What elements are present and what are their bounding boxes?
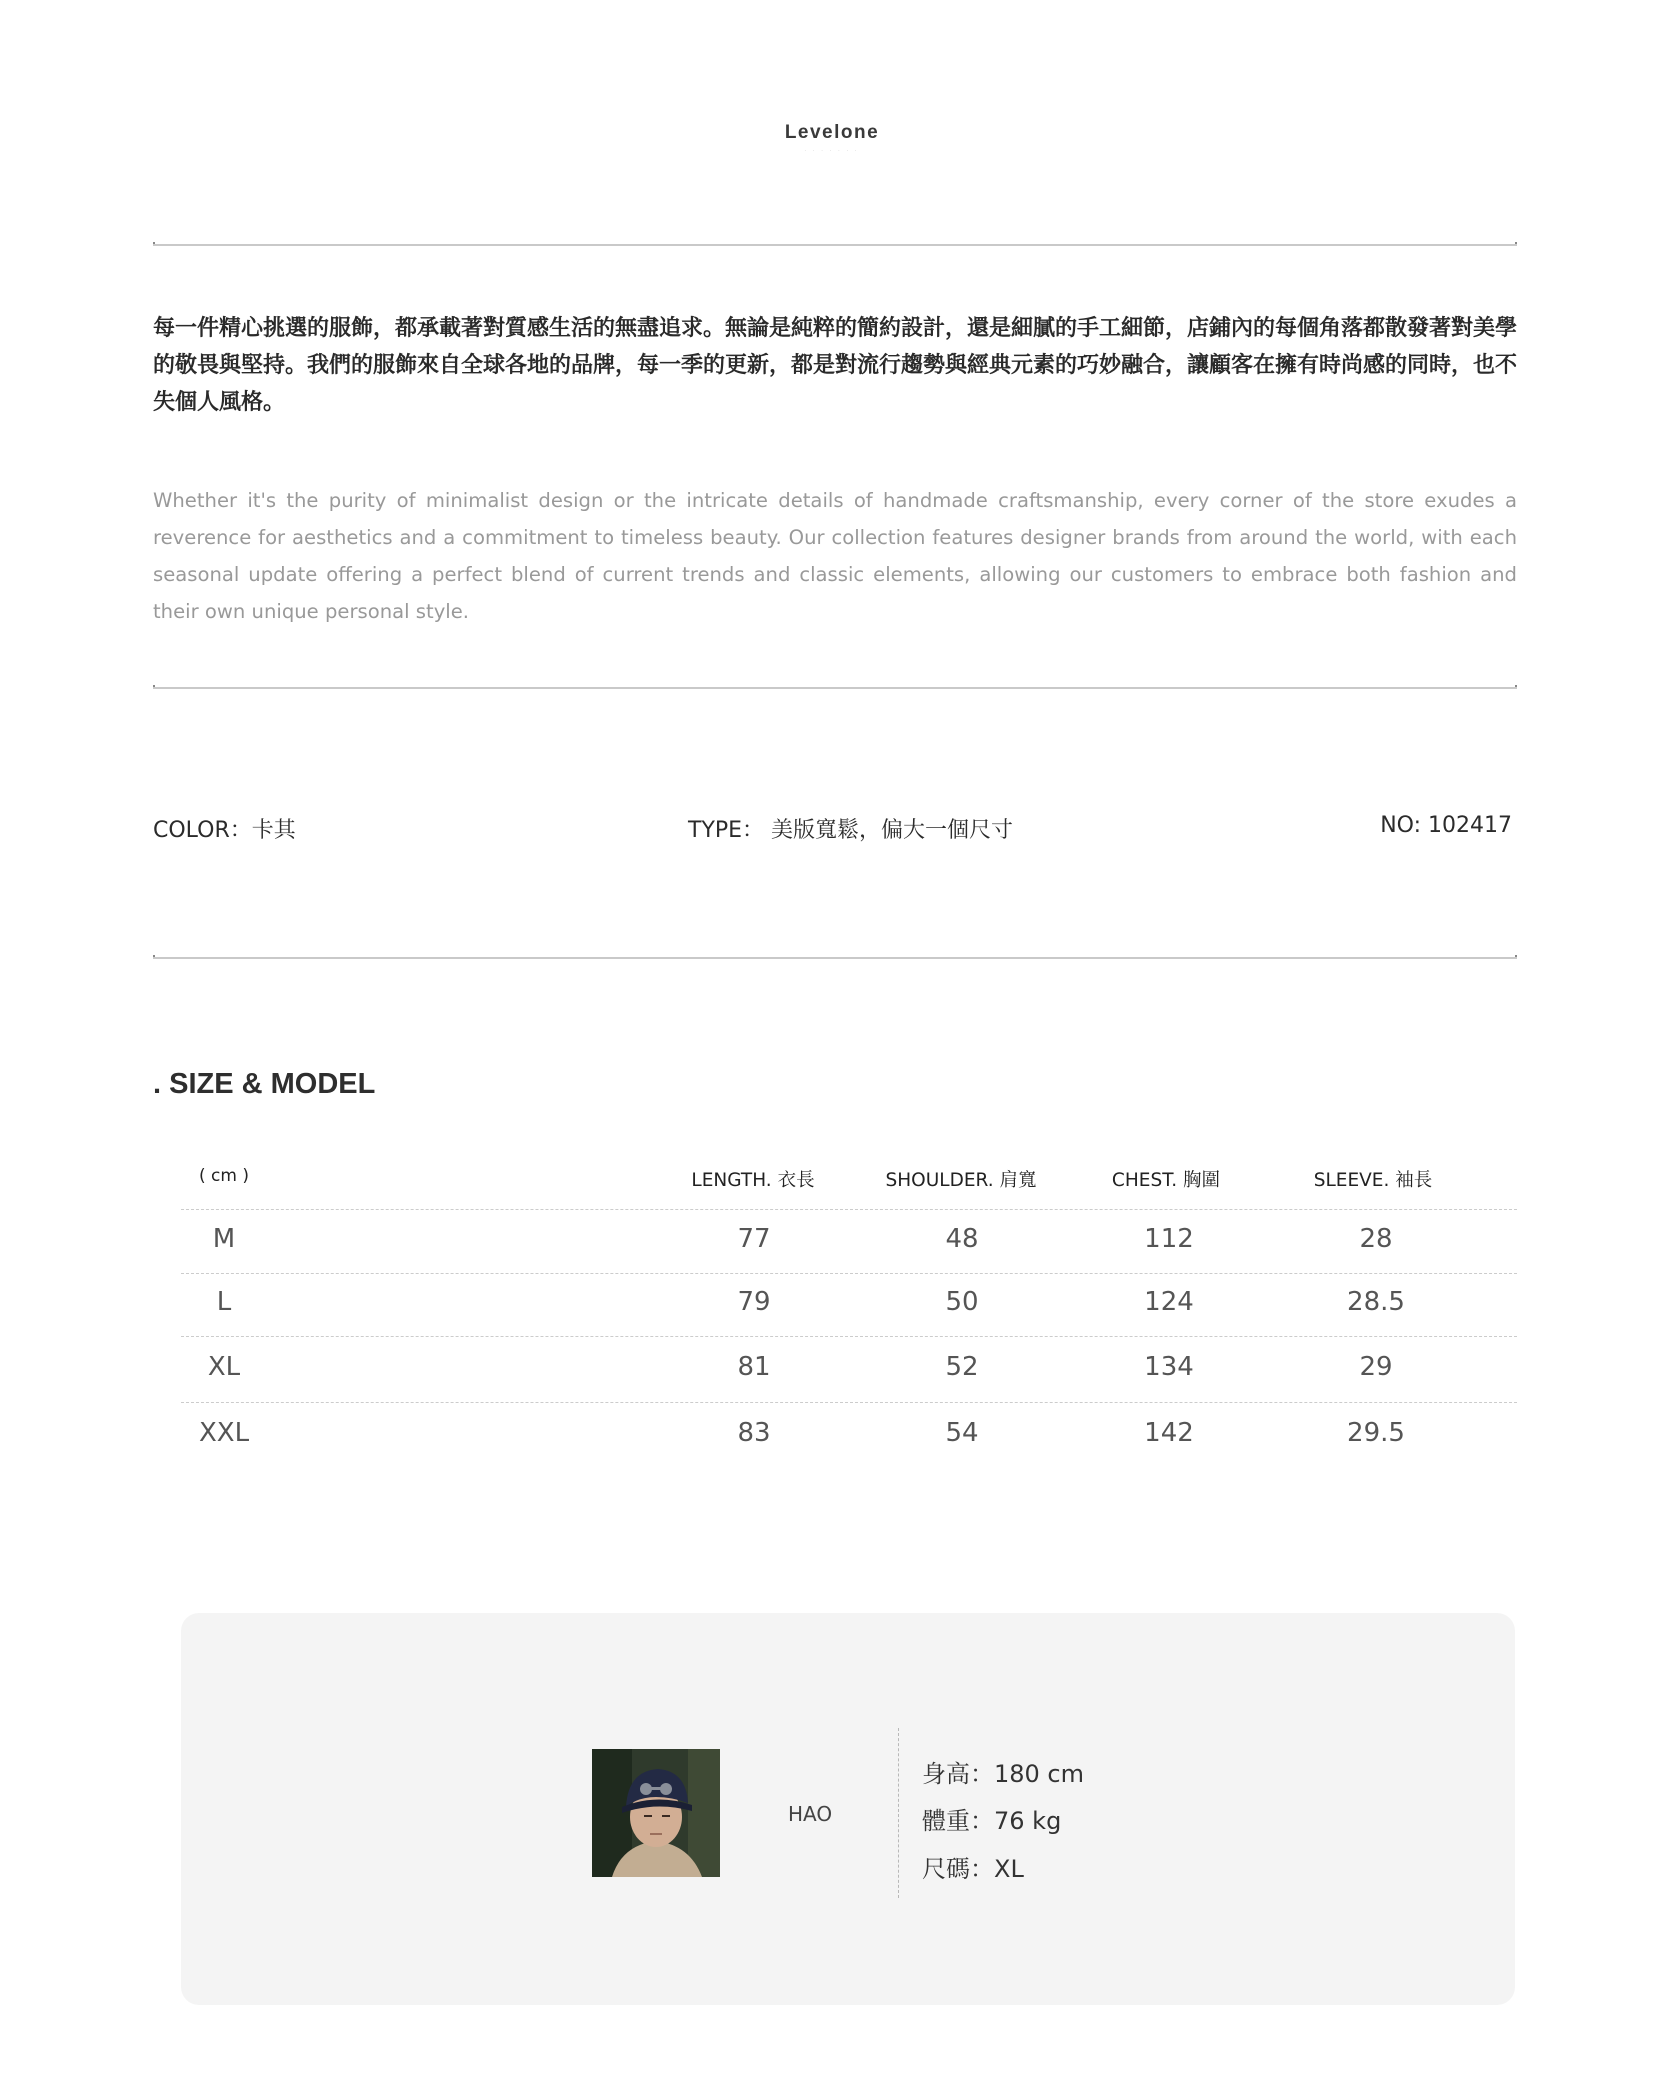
- model-photo-illustration: [592, 1749, 720, 1877]
- table-divider: [181, 1336, 1517, 1337]
- divider: [153, 957, 1517, 959]
- model-name: HAO: [788, 1802, 833, 1826]
- table-cell-sleeve: 28.5: [1347, 1287, 1405, 1317]
- column-header-shoulder: SHOULDER. 肩寬: [885, 1170, 1037, 1191]
- table-cell-shoulder: 52: [945, 1352, 979, 1382]
- table-cell-size: M: [212, 1224, 236, 1254]
- table-cell-sleeve: 29: [1359, 1352, 1393, 1382]
- spec-color: COLOR：卡其: [153, 818, 296, 843]
- model-photo: [592, 1749, 720, 1877]
- intro-english: Whether it's the purity of minimalist design or the intricate details of handmade craftsmanship, every corner of the store exudes a reverence for aesthetics and a commitment to timeless beauty. Our collection features designer brands from around the world, with each seasonal update offering a perfect blend of current trends and classic elements, allowing our customers to embrace both fashion and their own unique personal style.: [153, 489, 1517, 623]
- table-cell-size: L: [216, 1287, 232, 1317]
- column-header-length: LENGTH. 衣長: [691, 1170, 815, 1191]
- table-cell-sleeve: 28: [1359, 1224, 1393, 1254]
- table-cell-chest: 124: [1144, 1287, 1194, 1317]
- table-cell-shoulder: 50: [945, 1287, 979, 1317]
- table-cell-length: 83: [737, 1418, 771, 1448]
- model-size: 尺碼：XL: [922, 1855, 1024, 1883]
- table-cell-chest: 112: [1144, 1224, 1194, 1254]
- column-header-sleeve: SLEEVE. 袖長: [1313, 1170, 1433, 1191]
- table-divider: [181, 1273, 1517, 1274]
- table-cell-size: XL: [207, 1352, 241, 1382]
- table-cell-chest: 134: [1144, 1352, 1194, 1382]
- table-cell-length: 79: [737, 1287, 771, 1317]
- model-info-separator: [898, 1728, 899, 1898]
- table-cell-length: 81: [737, 1352, 771, 1382]
- model-weight: 體重：76 kg: [922, 1807, 1062, 1835]
- brand-logo-subtext: · · · · · · ·: [804, 148, 860, 153]
- spec-product-number: NO: 102417: [1380, 813, 1512, 838]
- table-cell-size: XXL: [198, 1418, 250, 1448]
- model-info-card: [181, 1613, 1515, 2005]
- spec-type: TYPE： 美版寬鬆，偏大一個尺寸: [688, 818, 1014, 843]
- unit-label: ( cm ): [199, 1166, 249, 1186]
- model-height: 身高：180 cm: [922, 1760, 1085, 1788]
- table-cell-shoulder: 54: [945, 1418, 979, 1448]
- table-cell-shoulder: 48: [945, 1224, 979, 1254]
- intro-chinese: 每一件精心挑選的服飾，都承載著對質感生活的無盡追求。無論是純粹的簡約設計，還是細膩的手工細節，店鋪內的每個角落都散發著對美學的敬畏與堅持。我們的服飾來自全球各地的品牌，每一季的更新，都是對流行趨勢與經典元素的巧妙融合，讓顧客在擁有時尚感的同時，也不失個人風格。: [153, 316, 1518, 415]
- table-cell-sleeve: 29.5: [1347, 1418, 1405, 1448]
- table-divider: [181, 1209, 1517, 1210]
- table-cell-chest: 142: [1144, 1418, 1194, 1448]
- table-cell-length: 77: [737, 1224, 771, 1254]
- column-header-chest: CHEST. 胸圍: [1111, 1170, 1221, 1191]
- section-title: . SIZE & MODEL: [153, 1068, 376, 1100]
- divider: [153, 687, 1517, 689]
- table-divider: [181, 1402, 1517, 1403]
- brand-logo: Levelone: [784, 122, 880, 143]
- divider: [153, 244, 1517, 246]
